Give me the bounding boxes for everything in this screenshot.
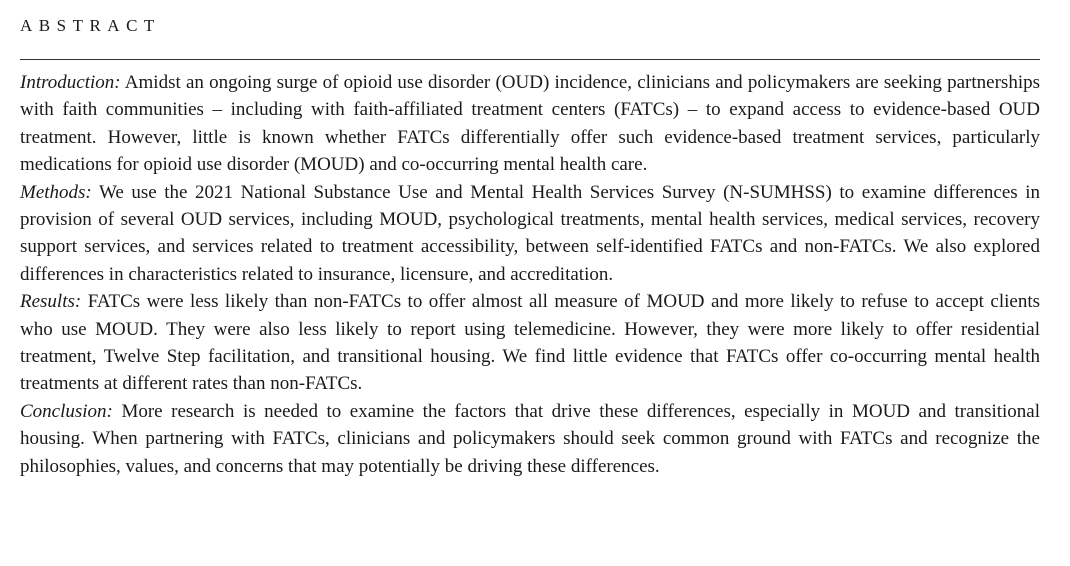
- heading-divider: [20, 59, 1040, 60]
- conclusion-label: Conclusion:: [20, 400, 113, 422]
- results-paragraph: [20, 288, 1040, 398]
- conclusion-text: More research is needed to examine the factors that drive these differences, especially in MOUD and transitional housing. When partnering with FATCs, clinicians and policymakers should seek common ground with FATCs and recognize the philosophies, values, and concerns that may potentially be driving these differences.: [20, 400, 1041, 477]
- abstract-body: [20, 69, 1040, 480]
- methods-text: We use the 2021 National Substance Use and Mental Health Services Survey (N-SUMHSS) to examine differences in provision of several OUD services, including MOUD, psychological treatments, mental health services, medical services, recovery support services, and services related to treatment accessibility, between self-identified FATCs and non-FATCs. We also explored differences in characteristics related to insurance, licensure, and accreditation.: [20, 181, 1040, 285]
- methods-label: Methods:: [20, 181, 92, 203]
- introduction-label: Introduction:: [20, 72, 121, 93]
- methods-paragraph: [20, 179, 1040, 289]
- results-text: FATCs were less likely than non-FATCs to offer almost all measure of MOUD and more likely to refuse to accept clients who use MOUD. They were also less likely to report using telemedicine. However, they were more likely to offer residential treatment, Twelve Step facilitation, and transitional housing. We find little evidence that FATCs offer co-occurring mental health treatments at different rates than non-FATCs.: [20, 291, 1041, 395]
- conclusion-paragraph: [20, 398, 1040, 480]
- introduction-paragraph: [20, 69, 1040, 179]
- abstract-page: [20, 0, 1040, 480]
- introduction-text: Amidst an ongoing surge of opioid use disorder (OUD) incidence, clinicians and policymakers are seeking partnerships with faith communities – including with faith-affiliated treatment centers (FATCs) – to expand access to evidence-based OUD treatment. However, little is known whether FATCs differentially offer such evidence-based treatment services, particularly medications for opioid use disorder (MOUD) and co-occurring mental health care.: [20, 72, 1040, 176]
- abstract-heading: ABSTRACT: [20, 16, 161, 35]
- results-label: Results:: [20, 291, 82, 313]
